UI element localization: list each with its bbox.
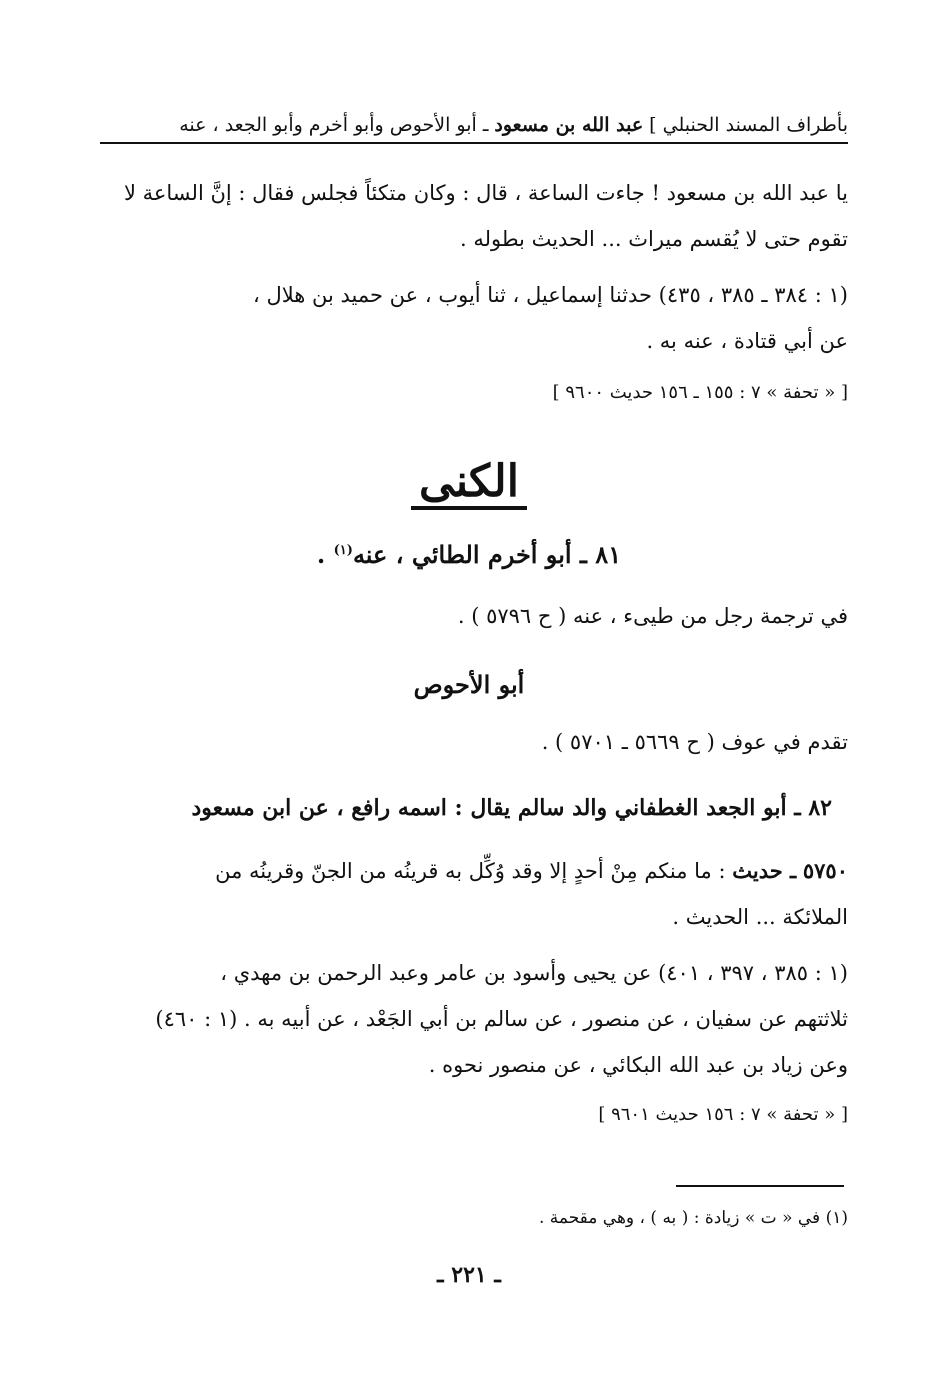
paragraph-isnad-2	[100, 950, 848, 1088]
header-right-text: بأطراف المسند الحنبلي ]	[649, 114, 848, 136]
text-line: تقوم حتى لا يُقسم ميراث ... الحديث بطوله .	[459, 227, 848, 251]
entry-81-title: ٨١ ـ أبو أخرم الطائي ، عنه	[352, 540, 622, 569]
hadith-number: ٥٧٥٠	[802, 858, 848, 883]
page-number: ـ ٢٢١ ـ	[437, 1262, 501, 1288]
text-line: عن أبي قتادة ، عنه به .	[646, 329, 848, 353]
entry-82-heading: ٨٢ ـ أبو الجعد الغطفاني والد سالم يقال : اسمه رافع ، عن ابن مسعود	[191, 795, 832, 821]
ahwas-heading: أبو الأحوص	[413, 670, 525, 699]
text-line: الملائكة ... الحديث .	[672, 905, 848, 929]
entry-81-text: في ترجمة رجل من طيىء ، عنه ( ح ٥٧٩٦ ) .	[457, 604, 848, 628]
paragraph-hadith-continuation	[100, 170, 848, 262]
text-line: يا عبد الله بن مسعود ! جاءت الساعة ، قال : وكان متكئاً فجلس فقال : إنَّ الساعة لا	[123, 181, 848, 205]
ahwas-text: تقدم في عوف ( ح ٥٦٦٩ ـ ٥٧٠١ ) .	[541, 730, 848, 754]
section-title-text: الكنى	[411, 458, 527, 510]
tuhfa-reference-1: [ « تحفة » ٧ : ١٥٥ ـ ١٥٦ حديث ٩٦٠٠ ]	[552, 382, 848, 403]
text-line: وعن زياد بن عبد الله البكائي ، عن منصور نحوه .	[428, 1053, 848, 1077]
paragraph-isnad-1	[100, 272, 848, 364]
hadith-label: ـ حديث	[732, 858, 797, 883]
text-line: (١ : ٣٨٥ ، ٣٩٧ ، ٤٠١) عن يحيى وأسود بن عامر وعبد الرحمن بن مهدي ،	[220, 961, 848, 985]
header-bold-name: عبد الله بن مسعود	[494, 114, 644, 136]
text-line: (١ : ٣٨٤ ـ ٣٨٥ ، ٤٣٥) حدثنا إسماعيل ، ثنا أيوب ، عن حميد بن هلال ،	[253, 283, 848, 307]
entry-81-tail: .	[316, 540, 334, 569]
section-title	[0, 456, 938, 510]
footnote-separator	[676, 1185, 844, 1187]
entry-81-heading	[0, 540, 938, 569]
footnote: (١) في « ت » زيادة : ( به ) ، وهي مقحمة .	[538, 1208, 848, 1228]
tuhfa-reference-2: [ « تحفة » ٧ : ١٥٦ حديث ٩٦٠١ ]	[598, 1104, 848, 1125]
hadith-5750	[100, 848, 848, 940]
header-left-text: ـ أبو الأحوص وأبو أخرم وأبو الجعد ، عنه	[179, 114, 489, 136]
text-line	[100, 848, 848, 894]
text-line: ثلاثتهم عن سفيان ، عن منصور ، عن سالم بن أبي الجَعْد ، عن أبيه به . (١ : ٤٦٠)	[155, 1007, 848, 1031]
hadith-text: : ما منكم مِنْ أحدٍ إلا وقد وُكِّل به قرينُه من الجنّ وقرينُه من	[215, 859, 726, 883]
footnote-marker: (١)	[333, 543, 353, 558]
running-header	[100, 108, 848, 144]
